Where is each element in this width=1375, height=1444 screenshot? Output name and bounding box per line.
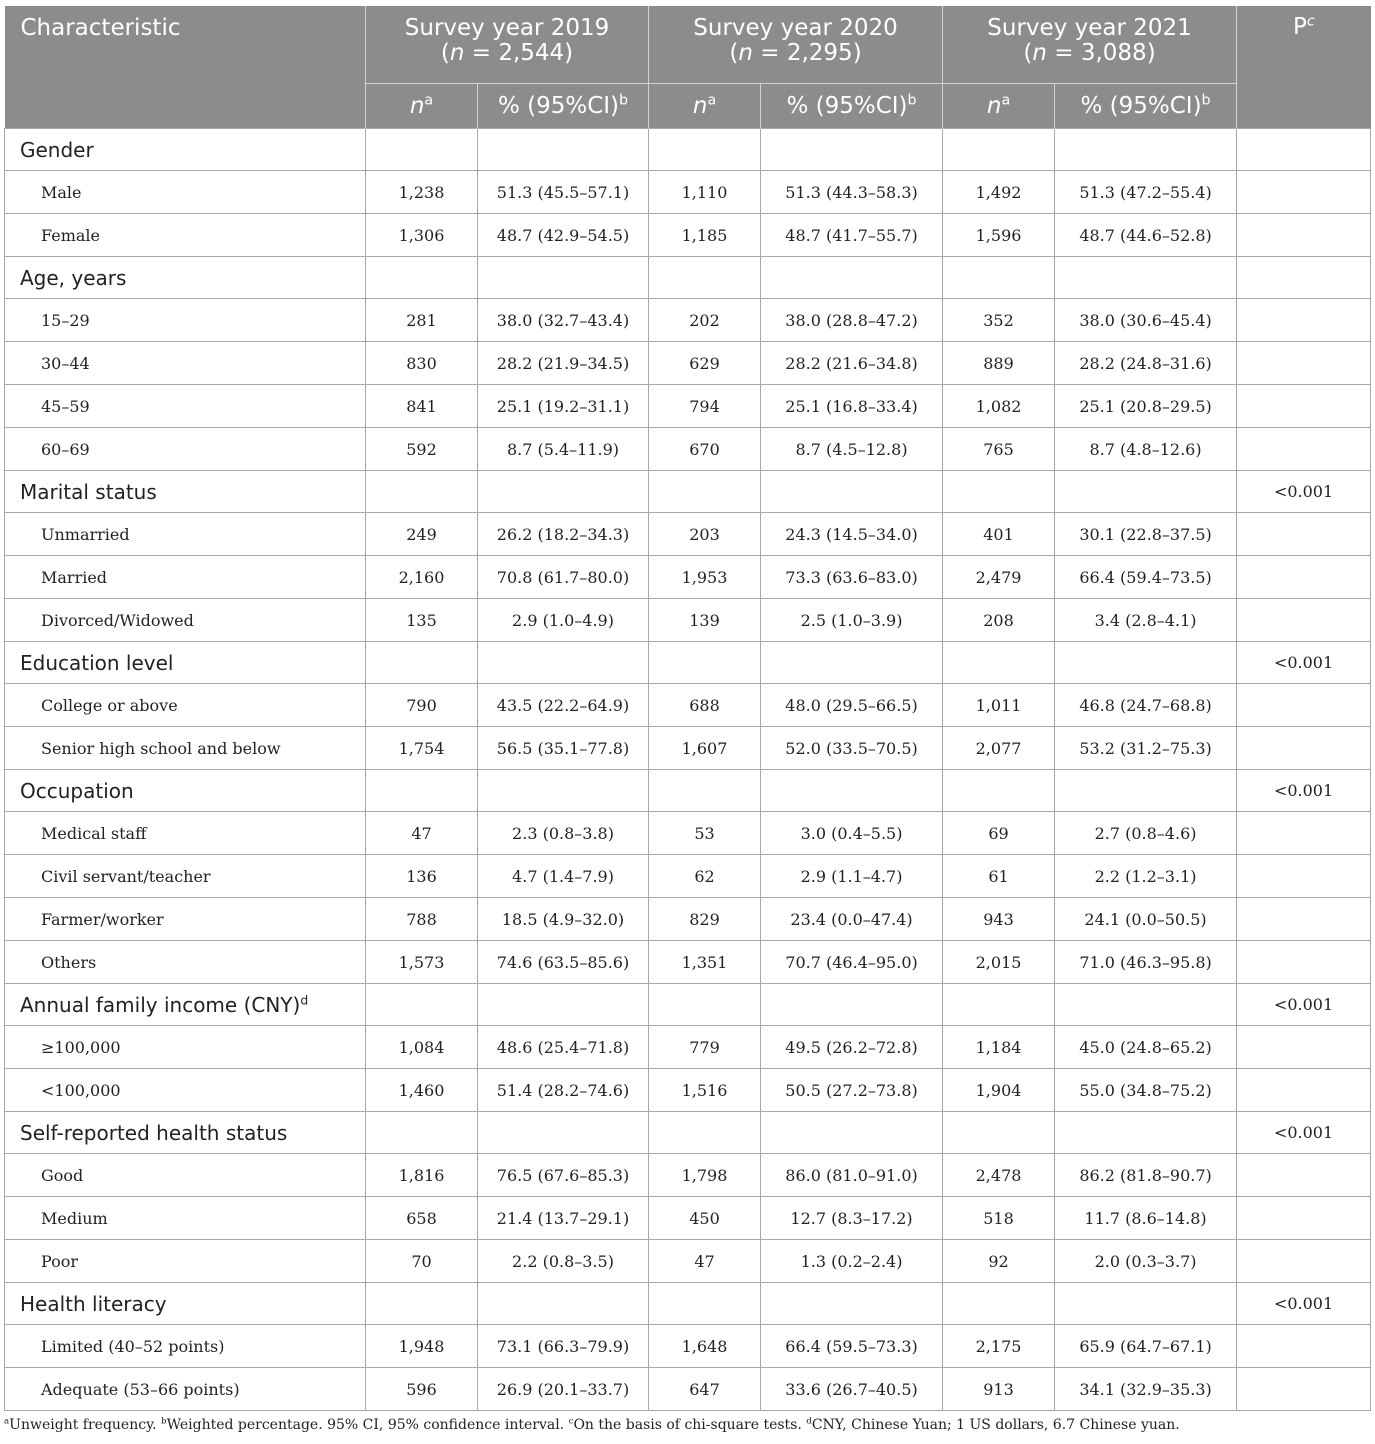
header-pct-2019: % $(95\%CI)^b$ xyxy=(478,84,649,129)
n-2019-cell: 47 xyxy=(366,812,478,855)
pct-2020-cell: 25.1 (16.8–33.4) xyxy=(761,385,943,428)
empty-cell xyxy=(943,1283,1055,1325)
p-value-cell xyxy=(1237,214,1371,257)
pct-2021-cell: 8.7 (4.8–12.6) xyxy=(1055,428,1237,471)
characteristics-table xyxy=(4,6,1371,1411)
n-2021-cell: 2,015 xyxy=(943,941,1055,984)
header-characteristic: Characteristic xyxy=(20,15,181,41)
row-label: Good xyxy=(5,1154,366,1197)
empty-cell xyxy=(943,129,1055,171)
table-header xyxy=(5,6,1371,129)
pct-2020-cell: 48.0 (29.5–66.5) xyxy=(761,684,943,727)
n-2019-cell: 1,306 xyxy=(366,214,478,257)
empty-cell xyxy=(761,642,943,684)
table-body xyxy=(5,129,1371,1411)
row-label: Poor xyxy=(5,1240,366,1283)
n-2020-cell: 202 xyxy=(649,299,761,342)
n-2021-cell: 1,904 xyxy=(943,1069,1055,1112)
row-label: Male xyxy=(5,171,366,214)
p-value-cell xyxy=(1237,1325,1371,1368)
pct-2021-cell: 3.4 (2.8–4.1) xyxy=(1055,599,1237,642)
empty-cell xyxy=(649,642,761,684)
table-row xyxy=(5,385,1371,428)
pct-2021-cell: 38.0 (30.6–45.4) xyxy=(1055,299,1237,342)
category-row xyxy=(5,984,1371,1026)
empty-cell xyxy=(761,471,943,513)
footnote-item: Weighted percentage. 95% CI, 95% confidence interval. xyxy=(166,1417,569,1433)
empty-cell xyxy=(943,642,1055,684)
p-value-cell xyxy=(1237,428,1371,471)
pct-2020-cell: 52.0 (33.5–70.5) xyxy=(761,727,943,770)
table-row xyxy=(5,513,1371,556)
pct-2021-cell: 34.1 (32.9–35.3) xyxy=(1055,1368,1237,1411)
pct-2019-cell: 48.7 (42.9–54.5) xyxy=(478,214,649,257)
n-2019-cell: 788 xyxy=(366,898,478,941)
row-label: 45–59 xyxy=(5,385,366,428)
n-2020-cell: 1,351 xyxy=(649,941,761,984)
pct-2021-cell: 46.8 (24.7–68.8) xyxy=(1055,684,1237,727)
pct-2021-cell: 53.2 (31.2–75.3) xyxy=(1055,727,1237,770)
empty-cell xyxy=(366,984,478,1026)
pct-2021-cell: 51.3 (47.2–55.4) xyxy=(1055,171,1237,214)
n-2020-cell: 203 xyxy=(649,513,761,556)
pct-2020-cell: 48.7 (41.7–55.7) xyxy=(761,214,943,257)
table-row xyxy=(5,171,1371,214)
pct-2020-cell: 2.5 (1.0–3.9) xyxy=(761,599,943,642)
category-label: Age, years xyxy=(5,257,366,299)
category-row xyxy=(5,1112,1371,1154)
n-2020-cell: 450 xyxy=(649,1197,761,1240)
n-2021-cell: 401 xyxy=(943,513,1055,556)
table-row xyxy=(5,214,1371,257)
n-2021-cell: 765 xyxy=(943,428,1055,471)
n-2021-cell: 889 xyxy=(943,342,1055,385)
pct-2020-cell: 2.9 (1.1–4.7) xyxy=(761,855,943,898)
n-2019-cell: 135 xyxy=(366,599,478,642)
category-row xyxy=(5,471,1371,513)
pct-2020-cell: 86.0 (81.0–91.0) xyxy=(761,1154,943,1197)
category-row xyxy=(5,129,1371,171)
n-2021-cell: 69 xyxy=(943,812,1055,855)
pct-2019-cell: 43.5 (22.2–64.9) xyxy=(478,684,649,727)
header-pct-2021: % $(95\%CI)^b$ xyxy=(1055,84,1237,129)
pct-2020-cell: 70.7 (46.4–95.0) xyxy=(761,941,943,984)
pct-2020-cell: 50.5 (27.2–73.8) xyxy=(761,1069,943,1112)
n-2019-cell: 1,948 xyxy=(366,1325,478,1368)
empty-cell xyxy=(366,471,478,513)
n-2020-cell: 1,516 xyxy=(649,1069,761,1112)
n-2019-cell: 249 xyxy=(366,513,478,556)
empty-cell xyxy=(366,129,478,171)
pct-2020-cell: 24.3 (14.5–34.0) xyxy=(761,513,943,556)
pct-2019-cell: 25.1 (19.2–31.1) xyxy=(478,385,649,428)
p-value-cell xyxy=(1237,257,1371,299)
n-2020-cell: 62 xyxy=(649,855,761,898)
p-value-cell: <0.001 xyxy=(1237,984,1371,1026)
empty-cell xyxy=(761,1283,943,1325)
empty-cell xyxy=(1055,642,1237,684)
n-2021-cell: 2,175 xyxy=(943,1325,1055,1368)
row-label: Female xyxy=(5,214,366,257)
category-row xyxy=(5,642,1371,684)
p-value-cell xyxy=(1237,1240,1371,1283)
n-2021-cell: 61 xyxy=(943,855,1055,898)
pct-2019-cell: 8.7 (5.4–11.9) xyxy=(478,428,649,471)
table-row xyxy=(5,1325,1371,1368)
empty-cell xyxy=(478,1283,649,1325)
category-label: Annual family income (CNY)$^d$ xyxy=(5,984,366,1026)
p-value-cell xyxy=(1237,513,1371,556)
footnote-item: On the basis of chi-square tests. xyxy=(573,1417,807,1433)
n-2021-cell: 913 xyxy=(943,1368,1055,1411)
n-2019-cell: 1,238 xyxy=(366,171,478,214)
n-2021-cell: 1,011 xyxy=(943,684,1055,727)
n-2019-cell: 830 xyxy=(366,342,478,385)
pct-2020-cell: 38.0 (28.8–47.2) xyxy=(761,299,943,342)
row-label: Unmarried xyxy=(5,513,366,556)
n-2020-cell: 1,798 xyxy=(649,1154,761,1197)
table-row xyxy=(5,556,1371,599)
n-2019-cell: 592 xyxy=(366,428,478,471)
n-2019-cell: 136 xyxy=(366,855,478,898)
empty-cell xyxy=(1055,257,1237,299)
table-row xyxy=(5,812,1371,855)
empty-cell xyxy=(478,984,649,1026)
n-2021-cell: 1,596 xyxy=(943,214,1055,257)
row-label: Divorced/Widowed xyxy=(5,599,366,642)
empty-cell xyxy=(761,984,943,1026)
empty-cell xyxy=(649,129,761,171)
table-row xyxy=(5,299,1371,342)
pct-2019-cell: 4.7 (1.4–7.9) xyxy=(478,855,649,898)
table-row xyxy=(5,898,1371,941)
p-value-cell xyxy=(1237,385,1371,428)
p-value-cell xyxy=(1237,299,1371,342)
pct-2020-cell: 3.0 (0.4–5.5) xyxy=(761,812,943,855)
n-2021-cell: 1,492 xyxy=(943,171,1055,214)
header-n-2021: $n^a$ xyxy=(943,84,1055,129)
table-row xyxy=(5,684,1371,727)
empty-cell xyxy=(366,1112,478,1154)
header-year-2021-title: Survey year 2021 xyxy=(987,15,1192,41)
pct-2020-cell: 51.3 (44.3–58.3) xyxy=(761,171,943,214)
n-2019-cell: 1,573 xyxy=(366,941,478,984)
pct-2021-cell: 30.1 (22.8–37.5) xyxy=(1055,513,1237,556)
empty-cell xyxy=(943,984,1055,1026)
pct-2021-cell: 28.2 (24.8–31.6) xyxy=(1055,342,1237,385)
pct-2021-cell: 11.7 (8.6–14.8) xyxy=(1055,1197,1237,1240)
n-2020-cell: 647 xyxy=(649,1368,761,1411)
pct-2021-cell: 24.1 (0.0–50.5) xyxy=(1055,898,1237,941)
category-label: Gender xyxy=(5,129,366,171)
pct-2019-cell: 2.3 (0.8–3.8) xyxy=(478,812,649,855)
footnote-item: Unweight frequency. xyxy=(9,1417,162,1433)
p-value-cell xyxy=(1237,171,1371,214)
table-row xyxy=(5,428,1371,471)
pct-2019-cell: 21.4 (13.7–29.1) xyxy=(478,1197,649,1240)
pct-2020-cell: 66.4 (59.5–73.3) xyxy=(761,1325,943,1368)
pct-2019-cell: 76.5 (67.6–85.3) xyxy=(478,1154,649,1197)
pct-2020-cell: 49.5 (26.2–72.8) xyxy=(761,1026,943,1069)
category-label: Occupation xyxy=(5,770,366,812)
empty-cell xyxy=(943,257,1055,299)
n-2020-cell: 1,607 xyxy=(649,727,761,770)
n-2021-cell: 943 xyxy=(943,898,1055,941)
empty-cell xyxy=(1055,1283,1237,1325)
n-2019-cell: 1,816 xyxy=(366,1154,478,1197)
pct-2019-cell: 38.0 (32.7–43.4) xyxy=(478,299,649,342)
row-label: 60–69 xyxy=(5,428,366,471)
pct-2019-cell: 51.4 (28.2–74.6) xyxy=(478,1069,649,1112)
row-label: Civil servant/teacher xyxy=(5,855,366,898)
header-year-2019 xyxy=(366,6,649,84)
table-row xyxy=(5,1240,1371,1283)
row-label: Adequate (53–66 points) xyxy=(5,1368,366,1411)
header-p-value: $P^c$ xyxy=(1237,6,1371,129)
n-2021-cell: 1,184 xyxy=(943,1026,1055,1069)
empty-cell xyxy=(649,1112,761,1154)
p-value-cell xyxy=(1237,941,1371,984)
table-row xyxy=(5,1069,1371,1112)
n-2019-cell: 1,754 xyxy=(366,727,478,770)
empty-cell xyxy=(366,770,478,812)
n-2019-cell: 281 xyxy=(366,299,478,342)
n-2020-cell: 53 xyxy=(649,812,761,855)
pct-2019-cell: 48.6 (25.4–71.8) xyxy=(478,1026,649,1069)
category-row xyxy=(5,1283,1371,1325)
pct-2019-cell: 74.6 (63.5–85.6) xyxy=(478,941,649,984)
table-row xyxy=(5,1368,1371,1411)
table-row xyxy=(5,1197,1371,1240)
empty-cell xyxy=(366,1283,478,1325)
empty-cell xyxy=(478,1112,649,1154)
header-year-2021 xyxy=(943,6,1237,84)
empty-cell xyxy=(1055,1112,1237,1154)
empty-cell xyxy=(649,984,761,1026)
n-2019-cell: 841 xyxy=(366,385,478,428)
pct-2021-cell: 86.2 (81.8–90.7) xyxy=(1055,1154,1237,1197)
table-row xyxy=(5,599,1371,642)
pct-2019-cell: 28.2 (21.9–34.5) xyxy=(478,342,649,385)
n-2020-cell: 47 xyxy=(649,1240,761,1283)
header-n-2019: $n^a$ xyxy=(366,84,478,129)
header-n-2020: $n^a$ xyxy=(649,84,761,129)
n-2019-cell: 596 xyxy=(366,1368,478,1411)
row-label: 15–29 xyxy=(5,299,366,342)
row-label: Medical staff xyxy=(5,812,366,855)
row-label: Others xyxy=(5,941,366,984)
p-value-cell xyxy=(1237,342,1371,385)
p-value-cell xyxy=(1237,727,1371,770)
p-value-cell xyxy=(1237,898,1371,941)
n-2020-cell: 829 xyxy=(649,898,761,941)
n-2019-cell: 1,084 xyxy=(366,1026,478,1069)
empty-cell xyxy=(943,770,1055,812)
n-2020-cell: 1,185 xyxy=(649,214,761,257)
pct-2021-cell: 2.0 (0.3–3.7) xyxy=(1055,1240,1237,1283)
n-2020-cell: 139 xyxy=(649,599,761,642)
pct-2021-cell: 48.7 (44.6–52.8) xyxy=(1055,214,1237,257)
pct-2021-cell: 55.0 (34.8–75.2) xyxy=(1055,1069,1237,1112)
n-2021-cell: 1,082 xyxy=(943,385,1055,428)
empty-cell xyxy=(943,471,1055,513)
empty-cell xyxy=(1055,984,1237,1026)
pct-2021-cell: 2.7 (0.8–4.6) xyxy=(1055,812,1237,855)
empty-cell xyxy=(649,1283,761,1325)
header-year-2020 xyxy=(649,6,943,84)
row-label: ≥100,000 xyxy=(5,1026,366,1069)
row-label: Senior high school and below xyxy=(5,727,366,770)
pct-2019-cell: 2.2 (0.8–3.5) xyxy=(478,1240,649,1283)
p-value-cell xyxy=(1237,1197,1371,1240)
empty-cell xyxy=(649,770,761,812)
empty-cell xyxy=(478,642,649,684)
category-row xyxy=(5,770,1371,812)
empty-cell xyxy=(761,257,943,299)
header-year-2021-n: (n = 3,088) xyxy=(1023,40,1156,66)
category-label: Self-reported health status xyxy=(5,1112,366,1154)
empty-cell xyxy=(1055,471,1237,513)
empty-cell xyxy=(649,257,761,299)
pct-2020-cell: 1.3 (0.2–2.4) xyxy=(761,1240,943,1283)
row-label: Farmer/worker xyxy=(5,898,366,941)
empty-cell xyxy=(478,770,649,812)
empty-cell xyxy=(478,129,649,171)
category-row xyxy=(5,257,1371,299)
empty-cell xyxy=(761,129,943,171)
table-row xyxy=(5,1154,1371,1197)
n-2020-cell: 1,648 xyxy=(649,1325,761,1368)
n-2021-cell: 2,077 xyxy=(943,727,1055,770)
header-pct-2020: % $(95\%CI)^b$ xyxy=(761,84,943,129)
n-2020-cell: 688 xyxy=(649,684,761,727)
p-value-cell xyxy=(1237,599,1371,642)
n-2020-cell: 1,110 xyxy=(649,171,761,214)
n-2019-cell: 790 xyxy=(366,684,478,727)
n-2021-cell: 518 xyxy=(943,1197,1055,1240)
n-2019-cell: 1,460 xyxy=(366,1069,478,1112)
pct-2020-cell: 28.2 (21.6–34.8) xyxy=(761,342,943,385)
table-row xyxy=(5,727,1371,770)
p-value-cell: <0.001 xyxy=(1237,471,1371,513)
pct-2019-cell: 73.1 (66.3–79.9) xyxy=(478,1325,649,1368)
category-label: Education level xyxy=(5,642,366,684)
empty-cell xyxy=(761,1112,943,1154)
pct-2021-cell: 2.2 (1.2–3.1) xyxy=(1055,855,1237,898)
table-row xyxy=(5,855,1371,898)
empty-cell xyxy=(943,1112,1055,1154)
empty-cell xyxy=(478,471,649,513)
n-2019-cell: 2,160 xyxy=(366,556,478,599)
table-row xyxy=(5,342,1371,385)
pct-2020-cell: 73.3 (63.6–83.0) xyxy=(761,556,943,599)
p-value-cell xyxy=(1237,1026,1371,1069)
header-year-2019-n: (n = 2,544) xyxy=(440,40,574,66)
empty-cell xyxy=(761,770,943,812)
empty-cell xyxy=(1055,129,1237,171)
n-2021-cell: 92 xyxy=(943,1240,1055,1283)
p-value-cell xyxy=(1237,1069,1371,1112)
pct-2020-cell: 12.7 (8.3–17.2) xyxy=(761,1197,943,1240)
p-value-cell xyxy=(1237,556,1371,599)
row-label: Married xyxy=(5,556,366,599)
table-container xyxy=(4,6,1370,1411)
table-row xyxy=(5,1026,1371,1069)
p-value-cell: <0.001 xyxy=(1237,642,1371,684)
row-label: Medium xyxy=(5,1197,366,1240)
pct-2019-cell: 56.5 (35.1–77.8) xyxy=(478,727,649,770)
p-value-cell: <0.001 xyxy=(1237,770,1371,812)
category-label: Marital status xyxy=(5,471,366,513)
table-row xyxy=(5,941,1371,984)
n-2021-cell: 208 xyxy=(943,599,1055,642)
pct-2021-cell: 45.0 (24.8–65.2) xyxy=(1055,1026,1237,1069)
p-value-cell xyxy=(1237,1154,1371,1197)
p-value-cell xyxy=(1237,812,1371,855)
pct-2021-cell: 25.1 (20.8–29.5) xyxy=(1055,385,1237,428)
n-2021-cell: 2,479 xyxy=(943,556,1055,599)
empty-cell xyxy=(1055,770,1237,812)
n-2019-cell: 658 xyxy=(366,1197,478,1240)
pct-2019-cell: 18.5 (4.9–32.0) xyxy=(478,898,649,941)
n-2020-cell: 670 xyxy=(649,428,761,471)
pct-2019-cell: 70.8 (61.7–80.0) xyxy=(478,556,649,599)
pct-2021-cell: 66.4 (59.4–73.5) xyxy=(1055,556,1237,599)
header-year-2020-n: (n = 2,295) xyxy=(729,40,862,66)
pct-2019-cell: 51.3 (45.5–57.1) xyxy=(478,171,649,214)
pct-2019-cell: 26.9 (20.1–33.7) xyxy=(478,1368,649,1411)
empty-cell xyxy=(478,257,649,299)
n-2019-cell: 70 xyxy=(366,1240,478,1283)
p-value-cell xyxy=(1237,855,1371,898)
n-2020-cell: 629 xyxy=(649,342,761,385)
header-year-2020-title: Survey year 2020 xyxy=(693,15,898,41)
empty-cell xyxy=(649,471,761,513)
pct-2020-cell: 33.6 (26.7–40.5) xyxy=(761,1368,943,1411)
pct-2021-cell: 65.9 (64.7–67.1) xyxy=(1055,1325,1237,1368)
n-2021-cell: 2,478 xyxy=(943,1154,1055,1197)
category-label: Health literacy xyxy=(5,1283,366,1325)
n-2020-cell: 1,953 xyxy=(649,556,761,599)
p-value-cell xyxy=(1237,129,1371,171)
n-2020-cell: 794 xyxy=(649,385,761,428)
empty-cell xyxy=(366,642,478,684)
pct-2021-cell: 71.0 (46.3–95.8) xyxy=(1055,941,1237,984)
row-label: 30–44 xyxy=(5,342,366,385)
empty-cell xyxy=(366,257,478,299)
row-label: Limited (40–52 points) xyxy=(5,1325,366,1368)
pct-2020-cell: 8.7 (4.5–12.8) xyxy=(761,428,943,471)
table-footnote: $^a$Unweight frequency. $^b$Weighted percentage. 95% CI, 95% confidence interval. $^c$On the basis of chi-square tests. $^d$CNY, Chinese Yuan; 1 US dollars, 6.7 Chinese yuan. xyxy=(4,1416,1180,1433)
pct-2019-cell: 2.9 (1.0–4.9) xyxy=(478,599,649,642)
header-year-2019-title: Survey year 2019 xyxy=(404,15,610,41)
p-value-cell: <0.001 xyxy=(1237,1112,1371,1154)
p-value-cell: <0.001 xyxy=(1237,1283,1371,1325)
row-label: <100,000 xyxy=(5,1069,366,1112)
p-value-cell xyxy=(1237,684,1371,727)
footnote-item: CNY, Chinese Yuan; 1 US dollars, 6.7 Chinese yuan. xyxy=(811,1417,1180,1433)
p-value-cell xyxy=(1237,1368,1371,1411)
n-2020-cell: 779 xyxy=(649,1026,761,1069)
pct-2019-cell: 26.2 (18.2–34.3) xyxy=(478,513,649,556)
pct-2020-cell: 23.4 (0.0–47.4) xyxy=(761,898,943,941)
row-label: College or above xyxy=(5,684,366,727)
n-2021-cell: 352 xyxy=(943,299,1055,342)
